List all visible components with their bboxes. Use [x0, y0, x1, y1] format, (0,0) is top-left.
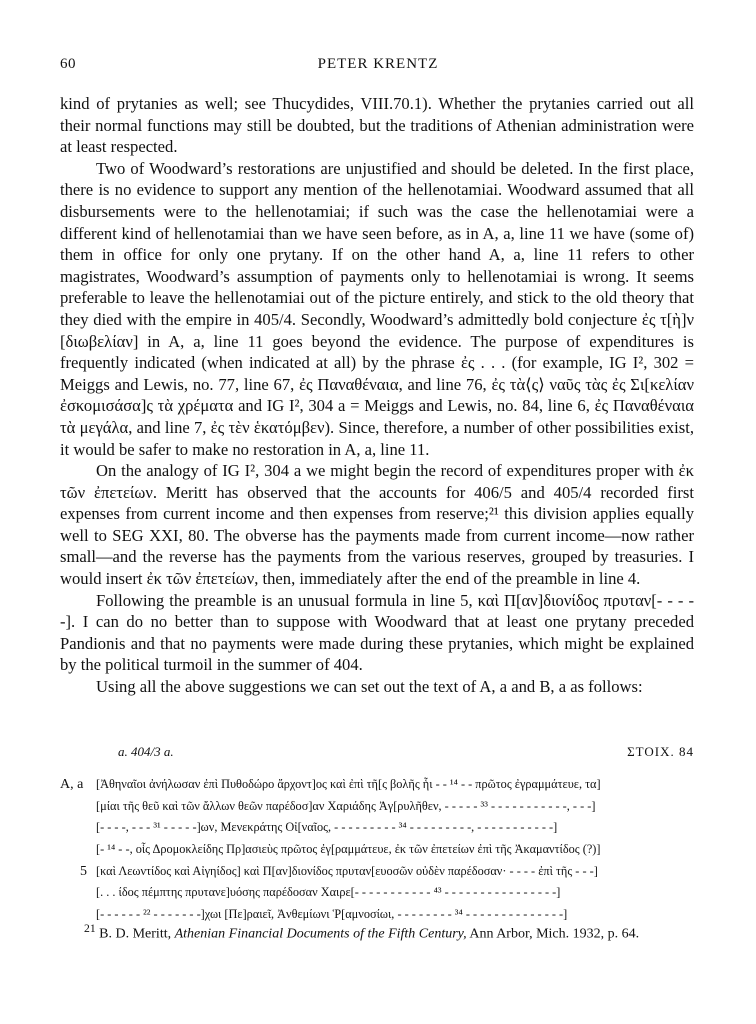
paragraph: kind of prytanies as well; see Thucydides, VIII.70.1). Whether the prytanies carried out all their normal functions may still be doubted, but the traditions of Athenian administration were at least respected. — [60, 94, 694, 157]
running-title: PETER KRENTZ — [317, 56, 439, 72]
paragraph: Using all the above suggestions we can set out the text of A, a and B, a as follows: — [96, 677, 643, 697]
line-label: A, a — [60, 777, 84, 792]
inscription-line — [60, 817, 694, 839]
page-number: 60 — [60, 56, 76, 72]
inscription-line — [60, 861, 694, 883]
line-text: [Ἀθηναῖοι ἀνήλωσαν ἐπὶ Πυθοδώρο ἄρχοντ]ος καὶ ἐπὶ τῆ[ς βολῆς ἧι - - ¹⁴ - - πρῶτος ἐγραμμάτευε, τα] — [96, 777, 601, 791]
inscription-line — [60, 774, 694, 796]
paragraph: On the analogy of IG I², 304 a we might begin the record of expenditures proper with ἐκ τῶν ἐπετείων. Meritt has observed that the accounts for 406/5 and 405/4 recorded first expenses from current income and then expenses from reserve;²¹ this division applies equally well to SEG XXI, 80. The obverse has the payments made from current income—now rather small—and the reverse has the payments from the various reserves, grouped by treasuries. I would insert ἐκ τῶν ἐπετείων, then, immediately after the end of the preamble in line 4. — [60, 461, 694, 589]
inscription-lines — [60, 774, 694, 926]
footnote-number: 21 — [84, 922, 96, 935]
stoichedon-count: ΣΤΟΙΧ. 84 — [627, 744, 694, 759]
paragraph: Following the preamble is an unusual formula in line 5, καὶ Π[αν]διονίδος πρυταν[- - - - -]. I can do no better than to suppose with Woodward that at least one prytany preceded Pandionis and that no payments were made during these prytanies, which might be explained by the political turmoil in the summer of 404. — [60, 590, 694, 675]
body-text — [60, 93, 694, 698]
line-text: [μίαι τῆς θεῦ καὶ τῶν ἄλλων θεῶν παρέδοσ]αν Χαριάδης Ἀγ[ρυλῆθεν, - - - - - ³³ - - - - - - - - - - -, - - -] — [96, 798, 596, 813]
inscription-line — [60, 882, 694, 904]
footnote-rest: Ann Arbor, Mich. 1932, p. 64. — [469, 926, 640, 942]
inscription-line — [60, 839, 694, 861]
line-text: [- - - -, - - - ³¹ - - - - -]ων, Μενεκράτης Οἰ[ναῖος, - - - - - - - - - ³⁴ - - - - - - - - -, - - - - - - - - - - -] — [96, 820, 558, 835]
inscription-date: a. 404/3 a. — [118, 744, 174, 759]
footnote — [60, 918, 694, 945]
paragraph: Two of Woodward’s restorations are unjustified and should be deleted. In the first place, there is no evidence to support any mention of the hellenotamiai. Woodward assumed that all disbursements were to the hellenotamiai; if such was the case the hellenotamiai were a different kind of hellenotamiai than we have seen before, as in A, a, line 11 we have (some of) them in office for only one prytany. If on the other hand A, a, line 11 refers to other magistrates, Woodward’s assumption of payments only to hellenotamiai is wrong. It seems preferable to leave the hellenotamiai out of the picture entirely, and stick to the old theory that they died with the empire in 405/4. Secondly, Woodward’s admittedly bold conjecture ἐς τ[ὴ]ν [διωβελίαν] in A, a, line 11 goes beyond the evidence. The purpose of expenditures is frequently indicated (when indicated at all) by the phrase ἐς . . . (for example, IG I², 302 = Meiggs and Lewis, no. 77, line 67, ἐς Παναθέναια, and line 76, ἐς τὰ⟨ς⟩ ναῦς τὰς ἐς Σι[κελίαν ἐσκομισάσα]ς τὰ χρέματα and IG I², 304 a = Meiggs and Lewis, no. 84, line 6, ἐς Παναθέναια τὰ μεγάλα, and line 7, ἐς τὲν ἑκατόμβεν). Since, therefore, a number of other possibilities exist, it would be safer to make no restoration in A, a, line 11. — [60, 158, 694, 459]
inscription-block — [60, 744, 694, 922]
line-text: [- - - - - - ²² - - - - - - -]χωι [Πε]ραιεῖ, Ἀνθεμίωνι Ῥ[αμνοσίωι, - - - - - - - - ³⁴ - - - - - - - - - - - - - -] — [96, 907, 568, 922]
line-text: [- ¹⁴ - -, οἷς Δρομοκλείδης Πρ]ασιεὺς πρῶτος ἐγ[ραμμάτευε, ἐκ τῶν ἐπετείων ἐπὶ τῆς Ἀκαμαντίδος (?)] — [96, 842, 601, 857]
inscription-line — [60, 796, 694, 818]
inscription-header — [60, 744, 694, 764]
line-text: [. . . ίδος πέμπτης πρυτανε]υόσης παρέδοσαν Χαιρε[- - - - - - - - - - - ⁴³ - - - - - - - - - - - - - - - -] — [96, 885, 561, 900]
line-text: [καὶ Λεωντίδος καὶ Αἰγηίδος] καὶ Π[αν]διονίδος πρυταν[ευοσῶν οὐδὲν παρέδοσαν· - - - - ἐπὶ τῆς - - -] — [96, 863, 598, 878]
line-label: 5 — [80, 863, 87, 879]
running-header — [60, 56, 696, 76]
footnote-author: B. D. Meritt, — [99, 926, 172, 942]
footnote-title: Athenian Financial Documents of the Fifth Century, — [174, 926, 467, 942]
